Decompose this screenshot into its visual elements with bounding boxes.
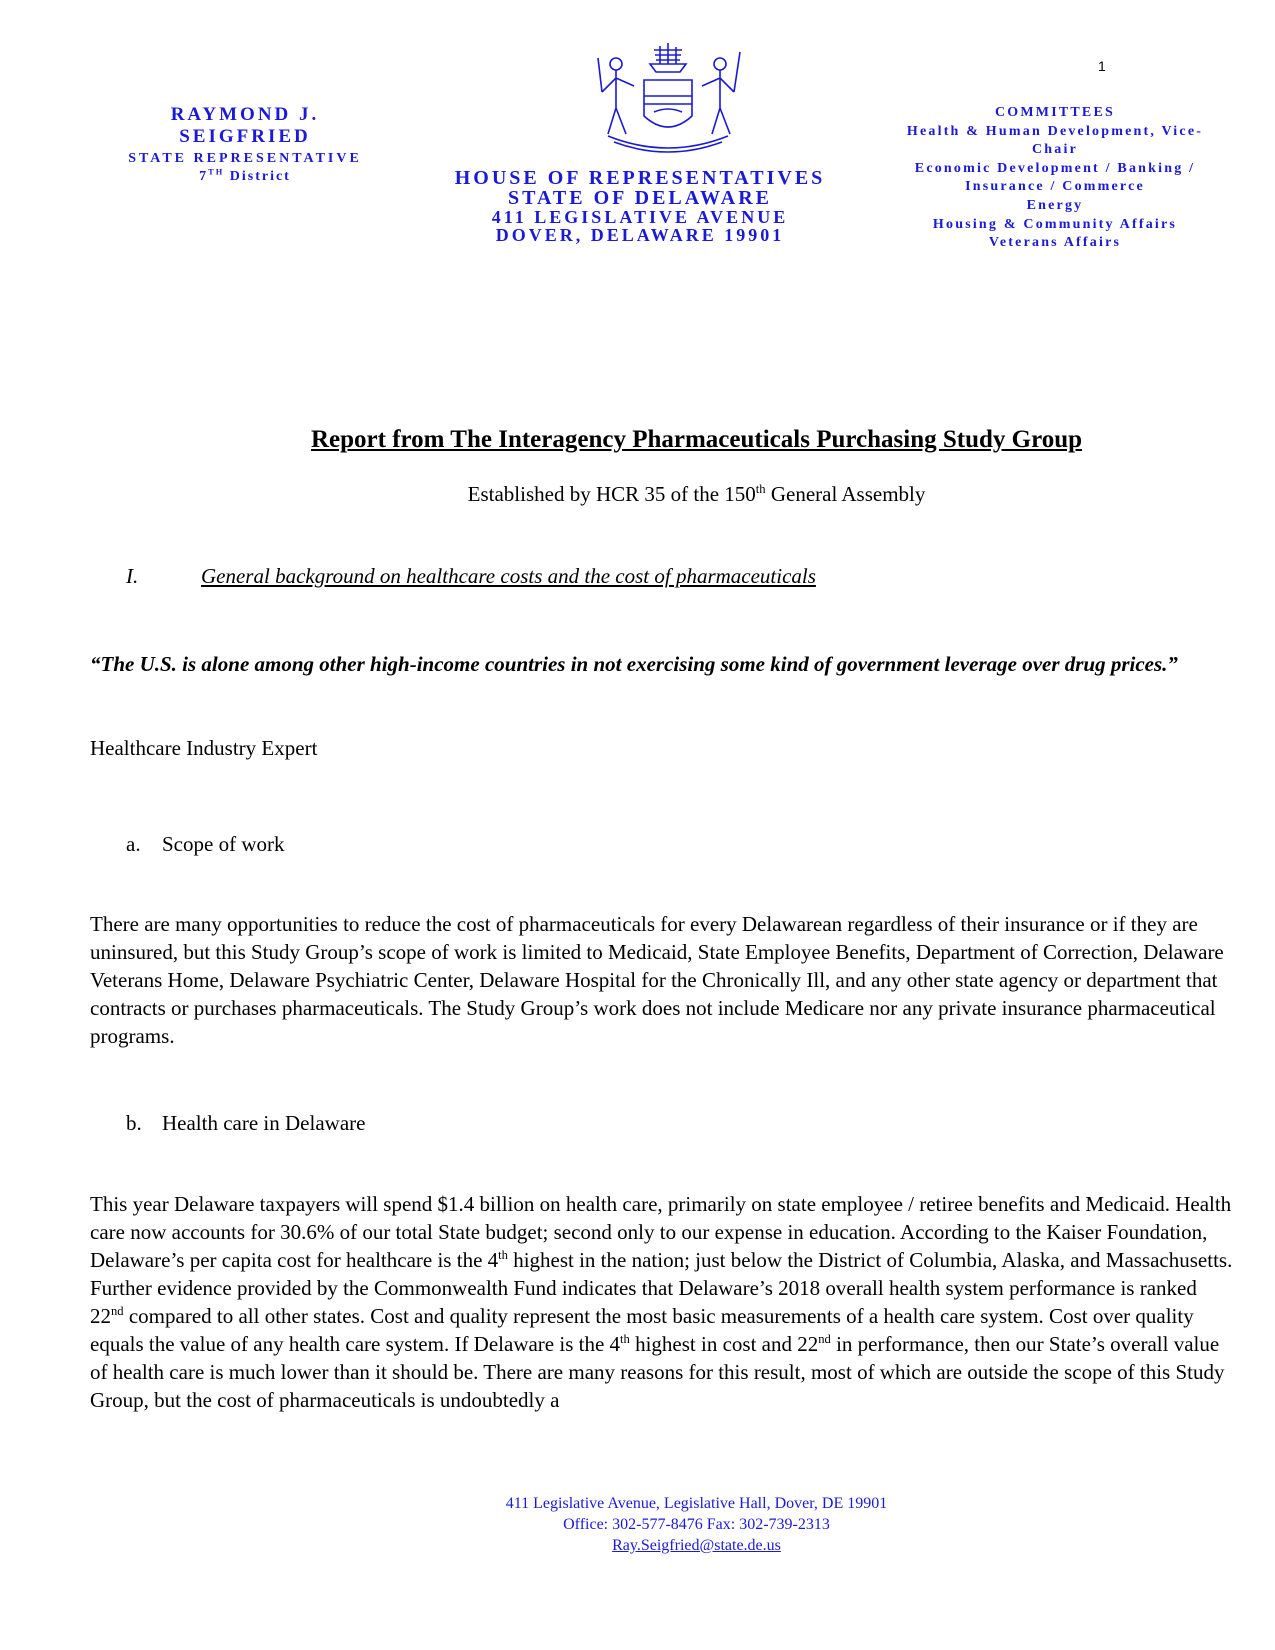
scope-paragraph: There are many opportunities to reduce the cost of pharmaceuticals for every Delawarean regardless of their insurance or if they are uninsured, but this Study Group’s scope of work is limited to Medicaid, State Employee Benefits, Department of Correction, Delaware Veterans Home, Delaware Psychiatric Center, Delaware Hospital for the Chronically Ill, and any other state agency or department that contracts or purchases pharmaceuticals. The Study Group’s work does not include Medicare nor any private insurance pharmaceutical programs. bbox=[90, 912, 1224, 1048]
rep-district bbox=[105, 168, 385, 186]
subsection-b-heading bbox=[126, 1111, 365, 1136]
rep-name-line1: RAYMOND J. bbox=[170, 104, 320, 125]
district-word: District bbox=[224, 169, 291, 184]
house-address-block bbox=[420, 168, 860, 244]
paragraph-text: highest in cost and 22 bbox=[629, 1332, 819, 1356]
footer-phones: Office: 302-577-8476 Fax: 302-739-2313 bbox=[563, 1516, 830, 1533]
section-title: General background on healthcare costs and the cost of pharmaceuticals bbox=[201, 564, 816, 588]
committee-line: Veterans Affairs bbox=[988, 235, 1122, 251]
ordinal-suffix: nd bbox=[111, 1304, 124, 1318]
paragraph-text: highest in the nation; just below the District of Columbia, Alaska, and Massachusetts. Further evidence provided by the Commonwealth Fund indicates that Delaware’s 2018 overall health system performance is ranked 22 bbox=[90, 1248, 1233, 1328]
paragraph-text: This year Delaware taxpayers will spend $1.4 billion on health care, primarily on state employee / retiree benefits and Medicaid. Health care now accounts for 30.6% of our total State budget; second only to our expense in education. According to the Kaiser Foundation, Delaware’s per capita cost for healthcare is the 4 bbox=[90, 1192, 1232, 1272]
committee-line: Health & Human Development, Vice- bbox=[906, 123, 1204, 139]
section-number: I. bbox=[126, 564, 139, 588]
house-line2: STATE OF DELAWARE bbox=[507, 187, 772, 209]
footer-address: 411 Legislative Avenue, Legislative Hall, Dover, DE 19901 bbox=[505, 1495, 888, 1512]
delaware-state-seal-icon bbox=[588, 42, 748, 160]
house-line1: HOUSE OF REPRESENTATIVES bbox=[454, 167, 826, 189]
health-care-paragraph bbox=[90, 1190, 1235, 1414]
subsection-a-letter: a. bbox=[126, 832, 141, 856]
paragraph-text: in performance, then our State’s overall value of health care is much lower than it should be. There are many reasons for this result, most of which are outside the scope of this Study Group, but the cost of pharmaceuticals is undoubtedly a bbox=[90, 1332, 1225, 1412]
seal-rifleman bbox=[702, 70, 734, 134]
ordinal-suffix: th bbox=[620, 1332, 630, 1346]
committee-line: Energy bbox=[1026, 197, 1084, 213]
district-suffix: TH bbox=[208, 167, 225, 177]
seal-farmer bbox=[602, 70, 634, 134]
subtitle-text: Established by HCR 35 of the 150 bbox=[467, 482, 756, 506]
house-line4: DOVER, DELAWARE 19901 bbox=[495, 225, 785, 245]
report-title: Report from The Interagency Pharmaceuticals Purchasing Study Group bbox=[310, 426, 1083, 453]
committee-line: Insurance / Commerce bbox=[965, 179, 1145, 195]
subtitle-text-end: General Assembly bbox=[765, 482, 926, 506]
house-line3: 411 LEGISLATIVE AVENUE bbox=[491, 207, 789, 227]
subsection-b-letter: b. bbox=[126, 1111, 142, 1135]
representative-block bbox=[105, 104, 385, 186]
subtitle-suffix: th bbox=[755, 482, 766, 496]
page-number: 1 bbox=[1098, 58, 1106, 74]
committee-line: Economic Development / Banking / bbox=[914, 160, 1196, 176]
rep-title: STATE REPRESENTATIVE bbox=[128, 151, 362, 166]
footer bbox=[0, 1493, 1275, 1556]
subsection-a-title: Scope of work bbox=[162, 832, 285, 856]
committee-line: Housing & Community Affairs bbox=[932, 216, 1178, 232]
quote-attribution: Healthcare Industry Expert bbox=[90, 736, 318, 760]
ordinal-suffix: th bbox=[498, 1248, 508, 1262]
committees-heading: COMMITTEES bbox=[994, 105, 1115, 120]
committees-block bbox=[890, 104, 1220, 253]
pull-quote: “The U.S. is alone among other high-income countries in not exercising some kind of government leverage over drug prices.” bbox=[90, 652, 1178, 676]
ordinal-suffix: nd bbox=[818, 1332, 831, 1346]
subsection-b-title: Health care in Delaware bbox=[162, 1111, 366, 1135]
seal-ship bbox=[650, 64, 686, 72]
district-number: 7 bbox=[199, 169, 209, 184]
report-subtitle bbox=[0, 482, 1275, 507]
footer-email-link[interactable]: Ray.Seigfried@state.de.us bbox=[612, 1537, 781, 1554]
committee-line: Chair bbox=[1032, 142, 1078, 158]
subsection-a-heading bbox=[126, 832, 284, 857]
paragraph-text: compared to all other states. Cost and quality represent the most basic measurements of a health care system. Cost over quality equals the value of any health care system. If Delaware is the 4 bbox=[90, 1304, 1194, 1356]
rep-name-line2: SEIGFRIED bbox=[179, 126, 311, 147]
